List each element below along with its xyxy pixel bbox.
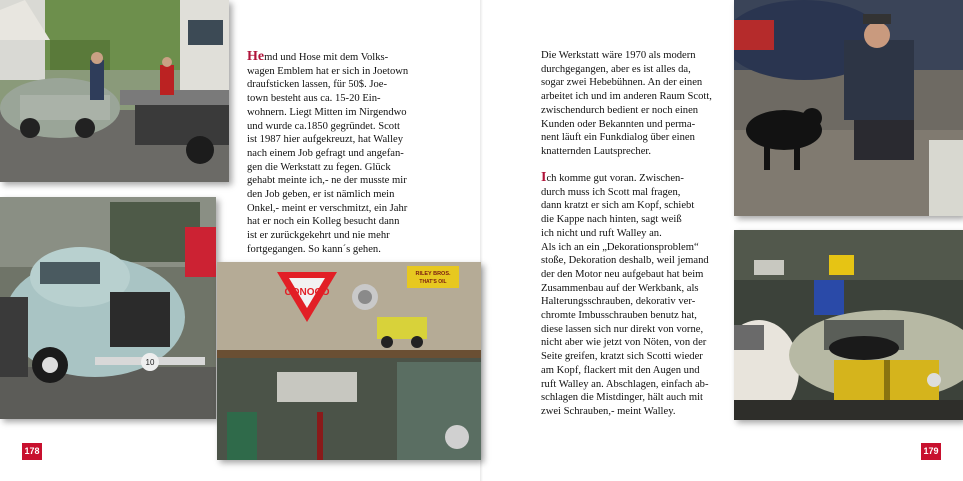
page-number-right: 179 [921, 443, 941, 460]
page-number-left: 178 [22, 443, 42, 460]
right-paragraph-text: ch komme gut voran. Zwischen- durch muss ich Scott mal fragen, dann kratzt er sich am Kopf, schiebt die Kappe nach hinten, sagt weiß ich nicht und ruft Walley an. Als ich an ein „Dekorationsproblem“ stoße, Dekoration deshalb, weil jemand der den Motor neu aufgebaut hat beim Zusammenbau auf der Werkbank, als Halterungsschrauben, dekorativ ver- chromte Imbusschrauben benutz hat, diese lassen sich nur direkt von vorne, nicht aber wie jetzt von Nöten, von der Seite greifen, kratzt sich Scotti wieder am Kopf, flackert mit den Augen und ruft Walley an. Abschlagen, einfach ab- schlagen die Mistdinger, hält auch mit zwei Schrauben,- meint Walley. [541, 173, 709, 417]
dropcap-i: I [541, 170, 547, 185]
photo-workshop-cars [734, 230, 963, 420]
left-page-paragraph [247, 50, 447, 257]
conoco-sign-text: CONOCO [284, 287, 330, 298]
right-page-paragraph-2 [541, 171, 731, 419]
left-paragraph-text: md und Hose mit dem Volks- wagen Emblem hat er sich in Joetown draufsticken lassen, für 50$. Joe- town besteht aus ca. 15-20 Ein- wohnern. Liegt Mitten im Nirgendwo und wurde ca.1850 gegründet. Scott ist 1987 hier aufgekreuzt, hat Walley nach einem Job gefragt und angefan- gen die Werkstatt zu fegen. Glück gehabt meinte ich,- ne der musste mir den Job geben, er ist nämlich mein Onkel,- meint er verschmitzt, ein Jahr hat er noch ein Kolleg besucht dann ist er zurückgekehrt und nie mehr fortgegangen. So kann´s gehen. [247, 52, 409, 255]
riley-sign-text: RILEY BROS. [415, 271, 451, 277]
photo-man-with-dog [734, 0, 963, 216]
photo-vw-beetle [0, 197, 216, 419]
photo-tow-truck [0, 0, 229, 182]
right-page-paragraph-1: Die Werkstatt wäre 1970 als modern durchgegangen, aber es ist alles da, sogar zwei Hebebühnen. An der einen arbeitet ich und im anderen Raum Scott, zwischendurch bedient er noch einen Kunden oder Bekannten und perma- nent läuft ein Funkdialog über einen knatternden Lautsprecher. [541, 50, 712, 157]
svg-text:10: 10 [145, 358, 155, 367]
photo-garage-wall [217, 262, 481, 460]
dropcap-he: He [247, 49, 265, 64]
svg-text:THAT'S OIL: THAT'S OIL [419, 279, 447, 285]
